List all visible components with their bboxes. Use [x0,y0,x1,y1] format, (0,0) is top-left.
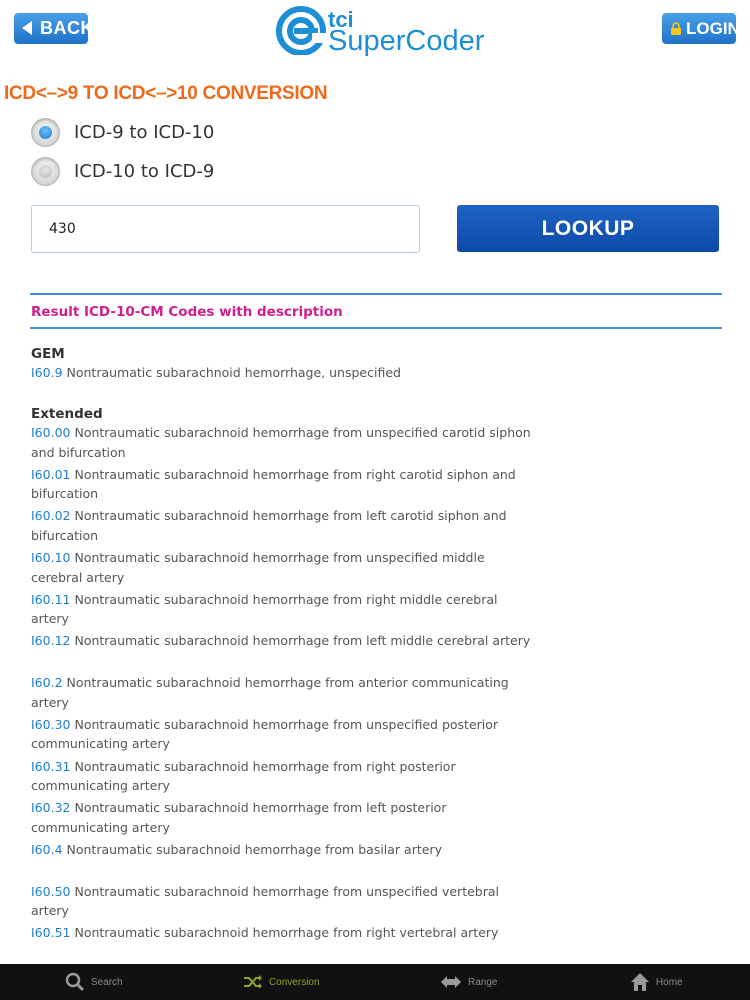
code-input[interactable] [31,205,420,253]
lookup-button[interactable]: LOOKUP [457,205,719,252]
conversion-title: ICD<–>9 TO ICD<–>10 CONVERSION [4,83,328,104]
tab-conversion[interactable] [188,964,376,1000]
code-description: Nontraumatic subarachnoid hemorrhage from unspecified carotid siphon and bifurcation [31,425,531,460]
list-item[interactable] [31,363,531,383]
double-arrow-icon [440,975,462,989]
login-button[interactable] [662,13,740,44]
radio-icd10-to-icd9[interactable] [31,157,214,186]
tab-home[interactable] [563,964,750,1000]
code-link[interactable]: I60.11 [31,591,71,607]
list-item[interactable] [31,548,531,590]
tab-label: Search [90,976,123,988]
tab-label: Range [468,976,498,988]
logo-e-icon [276,5,326,55]
code-link[interactable]: I60.00 [31,425,71,440]
list-item[interactable] [31,840,531,882]
list-item[interactable] [31,590,531,632]
lock-icon [670,22,682,35]
code-link[interactable]: I60.31 [31,758,71,774]
code-description: Nontraumatic subarachnoid hemorrhage from unspecified vertebral artery [31,883,499,919]
radio-icd9-to-icd10[interactable] [31,118,214,147]
divider-bottom [30,327,722,329]
list-item[interactable] [31,715,531,757]
list-item[interactable] [31,882,531,924]
search-icon [65,972,85,992]
code-description: Nontraumatic subarachnoid hemorrhage from right middle cerebral artery [31,591,498,627]
login-button-label: LOGIN [686,18,740,38]
list-item[interactable] [31,631,531,673]
code-link[interactable]: I60.9 [31,365,63,380]
radio-button-unselected[interactable] [31,157,60,186]
code-description: Nontraumatic subarachnoid hemorrhage from right carotid siphon and bifurcation [31,466,516,502]
list-item[interactable] [31,506,531,548]
logo-tci-text: tci [328,7,354,32]
back-arrow-icon [22,21,32,35]
tab-range[interactable] [375,964,563,1000]
list-item[interactable] [31,757,531,799]
logo-supercoder-text: SuperCoder [328,25,485,57]
list-item[interactable] [31,673,531,715]
list-item[interactable] [31,923,531,965]
code-description: Nontraumatic subarachnoid hemorrhage from left carotid siphon and bifurcation [31,508,507,543]
results-list [31,346,531,965]
extended-group [31,423,531,965]
code-link[interactable]: I60.50 [31,883,71,899]
back-button[interactable] [14,13,94,44]
home-icon [630,972,650,992]
code-description: Nontraumatic subarachnoid hemorrhage from unspecified posterior communicating artery [31,716,499,752]
gem-label: GEM [31,346,65,362]
supercoder-logo [276,5,485,57]
list-item[interactable] [31,465,531,507]
code-description: Nontraumatic subarachnoid hemorrhage from left middle cerebral artery [74,633,531,649]
code-description: Nontraumatic subarachnoid hemorrhage from right vertebral artery [74,925,499,941]
code-link[interactable]: I60.4 [31,841,63,857]
radio-label: ICD-10 to ICD-9 [74,161,215,182]
code-link[interactable]: I60.01 [31,466,71,482]
code-description: Nontraumatic subarachnoid hemorrhage from left posterior communicating artery [31,800,447,835]
code-link[interactable]: I60.2 [31,675,63,691]
code-link[interactable]: I60.51 [31,925,71,941]
code-link[interactable]: I60.30 [31,716,71,732]
divider-top [30,293,722,295]
tab-label: Conversion [268,976,320,988]
back-button-label: BACK [40,18,94,38]
header-bar [0,0,750,62]
code-description: Nontraumatic subarachnoid hemorrhage from basilar artery [66,841,442,857]
list-item[interactable] [31,798,531,840]
code-link[interactable]: I60.32 [31,800,71,816]
tab-search[interactable] [0,964,188,1000]
list-item[interactable] [31,423,531,465]
code-link[interactable]: I60.10 [31,550,71,566]
tab-label: Home [655,976,683,988]
code-description: Nontraumatic subarachnoid hemorrhage from unspecified middle cerebral artery [31,550,485,585]
gem-group [31,363,531,383]
code-description: Nontraumatic subarachnoid hemorrhage from right posterior communicating artery [31,758,456,793]
code-link[interactable]: I60.02 [31,508,71,524]
code-link[interactable]: I60.12 [31,633,71,649]
code-description: Nontraumatic subarachnoid hemorrhage from anterior communicating artery [31,675,509,710]
radio-label: ICD-9 to ICD-10 [74,122,215,143]
bottom-tab-bar [0,964,750,1000]
radio-button-selected[interactable] [31,118,60,147]
result-heading: Result ICD-10-CM Codes with description [31,304,343,320]
shuffle-icon [243,974,263,990]
extended-label: Extended [31,406,103,422]
code-description: Nontraumatic subarachnoid hemorrhage, unspecified [66,365,401,380]
